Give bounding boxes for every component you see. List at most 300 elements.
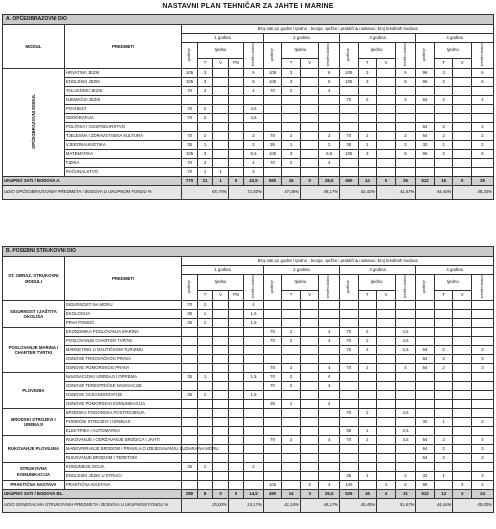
table-row xyxy=(3,346,494,355)
value-cell xyxy=(453,373,472,382)
value-cell xyxy=(377,472,396,481)
value-cell xyxy=(471,427,493,436)
value-cell xyxy=(416,319,435,328)
value-cell xyxy=(471,409,493,418)
subject-name: OSNOVE TRGOVAČKOG PRAVA xyxy=(64,355,182,364)
subject-name: RAČUNALSTVO xyxy=(64,168,182,177)
credits-header: kreditni bodovi xyxy=(395,43,416,69)
value-cell xyxy=(213,463,228,472)
value-cell: 4,5 xyxy=(395,409,416,418)
value-cell: 70 xyxy=(182,132,197,141)
value-cell xyxy=(395,418,416,427)
share-credits: 48,33% xyxy=(453,186,494,200)
value-cell: 35 xyxy=(182,310,197,319)
table-row xyxy=(3,355,494,364)
value-cell xyxy=(471,382,493,391)
value-cell xyxy=(434,310,453,319)
weekly-header: tjedno xyxy=(434,275,471,291)
value-cell xyxy=(416,373,435,382)
value-cell xyxy=(263,445,282,454)
value-cell: 70 xyxy=(263,132,282,141)
value-cell: 6 xyxy=(471,78,493,87)
value-cell xyxy=(395,382,416,391)
value-cell: 2 xyxy=(197,301,212,310)
value-cell xyxy=(471,168,493,177)
value-cell: 70 xyxy=(263,87,282,96)
subject-name: POSLOVANJE CHARTER TVRTKI xyxy=(64,337,182,346)
value-cell xyxy=(453,337,472,346)
value-cell xyxy=(471,319,493,328)
table-row xyxy=(3,382,494,391)
value-cell xyxy=(395,454,416,463)
sub-header: T xyxy=(358,291,377,301)
value-cell: 70 xyxy=(263,159,282,168)
value-cell xyxy=(213,382,228,391)
value-cell xyxy=(434,168,453,177)
value-cell: 4 xyxy=(395,364,416,373)
value-cell xyxy=(300,132,319,141)
value-cell xyxy=(197,382,212,391)
share-credits: 51,67% xyxy=(377,499,416,513)
value-cell xyxy=(213,319,228,328)
value-cell xyxy=(228,355,243,364)
value-cell xyxy=(453,391,472,400)
table-row xyxy=(3,463,494,472)
value-cell: 35 xyxy=(263,400,282,409)
value-cell: 35 xyxy=(182,373,197,382)
value-cell xyxy=(434,114,453,123)
value-cell xyxy=(358,310,377,319)
year-header: 2 godina xyxy=(263,34,339,43)
section-a-table xyxy=(2,14,494,200)
value-cell xyxy=(244,337,264,346)
year-header: 3 godina xyxy=(340,34,416,43)
value-cell: 70 xyxy=(263,382,282,391)
subject-name: ENGLESKI JEZIK xyxy=(64,78,182,87)
table-row xyxy=(3,78,494,87)
value-cell: 1 xyxy=(213,168,228,177)
value-cell xyxy=(453,328,472,337)
value-cell xyxy=(319,114,340,123)
value-cell: 105 xyxy=(340,69,359,78)
value-cell xyxy=(300,409,319,418)
value-cell xyxy=(228,409,243,418)
value-cell xyxy=(377,114,396,123)
value-cell xyxy=(416,328,435,337)
subject-name: PRAKTIČNA NASTAVA xyxy=(64,481,182,490)
value-cell xyxy=(228,463,243,472)
value-cell xyxy=(182,454,197,463)
value-cell: 2 xyxy=(244,132,264,141)
table-row xyxy=(3,436,494,445)
value-cell xyxy=(395,373,416,382)
value-cell: 70 xyxy=(340,328,359,337)
value-cell: 2 xyxy=(358,436,377,445)
year-header: 2 godina xyxy=(263,266,339,275)
value-cell: 1 xyxy=(358,427,377,436)
value-cell xyxy=(244,96,264,105)
sub-header: V xyxy=(377,59,396,69)
total-value: 25 xyxy=(395,177,416,186)
module-label: BRODSKI STROJEVI I UREĐAJI xyxy=(3,409,65,436)
value-cell xyxy=(358,463,377,472)
value-cell xyxy=(228,114,243,123)
value-cell xyxy=(213,355,228,364)
value-cell xyxy=(453,114,472,123)
value-cell xyxy=(244,355,264,364)
subject-name: KOMUNIKOLOGIJA xyxy=(64,463,182,472)
value-cell xyxy=(377,427,396,436)
value-cell xyxy=(340,87,359,96)
value-cell: 64 xyxy=(416,132,435,141)
table-row xyxy=(3,445,494,454)
value-cell xyxy=(282,355,301,364)
value-cell xyxy=(434,463,453,472)
sub-header: V xyxy=(300,291,319,301)
value-cell xyxy=(453,105,472,114)
value-cell: 2 xyxy=(244,463,264,472)
value-cell xyxy=(471,310,493,319)
value-cell: 35 xyxy=(263,141,282,150)
value-cell: 3 xyxy=(197,69,212,78)
total-value: 8 xyxy=(197,490,212,499)
value-cell xyxy=(453,436,472,445)
value-cell: 4 xyxy=(471,481,493,490)
value-cell xyxy=(282,391,301,400)
value-cell: 2 xyxy=(358,346,377,355)
module-label: STRUKOVNA KOMUNIKACIJA xyxy=(3,463,65,481)
value-cell: 3 xyxy=(434,78,453,87)
share-credits: 40,00% xyxy=(453,499,494,513)
value-cell xyxy=(377,391,396,400)
value-cell xyxy=(358,373,377,382)
sub-header: T xyxy=(197,291,212,301)
table-row xyxy=(3,391,494,400)
value-cell xyxy=(182,96,197,105)
value-cell xyxy=(300,96,319,105)
subject-name: OSNOVE POMORSKOG PRAVA xyxy=(64,364,182,373)
value-cell: 70 xyxy=(263,364,282,373)
value-cell: 35 xyxy=(182,141,197,150)
value-cell xyxy=(300,337,319,346)
value-cell xyxy=(377,159,396,168)
value-cell: 3 xyxy=(471,364,493,373)
table-row xyxy=(3,150,494,159)
value-cell xyxy=(434,373,453,382)
value-cell xyxy=(377,78,396,87)
value-cell: 1 xyxy=(197,319,212,328)
year-header: 4 godina xyxy=(416,34,494,43)
total-value: 14 xyxy=(282,490,301,499)
subject-name: OSNOVE OCEANOGRAFIJE xyxy=(64,391,182,400)
value-cell: 1 xyxy=(197,141,212,150)
table-row xyxy=(3,328,494,337)
value-cell: 1,5 xyxy=(244,310,264,319)
annual-hours-header: godišnje xyxy=(416,275,435,301)
value-cell xyxy=(416,310,435,319)
value-cell xyxy=(416,87,435,96)
value-cell xyxy=(416,463,435,472)
column-header-predmeti: PREDMETI xyxy=(64,257,182,301)
value-cell xyxy=(300,373,319,382)
value-cell xyxy=(282,463,301,472)
value-cell xyxy=(263,123,282,132)
value-cell xyxy=(244,409,264,418)
value-cell: 2 xyxy=(358,96,377,105)
value-cell xyxy=(182,472,197,481)
value-cell: 1 xyxy=(282,141,301,150)
value-cell: 3 xyxy=(471,445,493,454)
value-cell xyxy=(395,391,416,400)
value-cell xyxy=(453,310,472,319)
section-b-table xyxy=(2,246,494,513)
value-cell: 2 xyxy=(282,364,301,373)
value-cell: 2 xyxy=(471,418,493,427)
value-cell xyxy=(263,168,282,177)
value-cell: 1 xyxy=(358,472,377,481)
credits-header: kreditni bodovi xyxy=(319,275,340,301)
value-cell: 4 xyxy=(471,96,493,105)
value-cell: 2 xyxy=(282,373,301,382)
value-cell xyxy=(182,364,197,373)
table-row xyxy=(3,454,494,463)
value-cell: 6 xyxy=(244,69,264,78)
value-cell xyxy=(358,123,377,132)
value-cell xyxy=(263,418,282,427)
value-cell: 2 xyxy=(319,132,340,141)
value-cell xyxy=(319,168,340,177)
table-row xyxy=(3,114,494,123)
sub-header: T xyxy=(282,291,301,301)
value-cell xyxy=(213,310,228,319)
value-cell: 64 xyxy=(416,346,435,355)
value-cell xyxy=(395,159,416,168)
value-cell: 2 xyxy=(282,436,301,445)
value-cell xyxy=(377,382,396,391)
value-cell xyxy=(340,168,359,177)
value-cell: 64 xyxy=(416,355,435,364)
value-cell xyxy=(377,87,396,96)
value-cell xyxy=(358,355,377,364)
value-cell: 4 xyxy=(319,337,340,346)
value-cell xyxy=(300,445,319,454)
value-cell xyxy=(377,328,396,337)
total-value: 14 xyxy=(358,177,377,186)
value-cell xyxy=(197,346,212,355)
value-cell: 3 xyxy=(453,481,472,490)
value-cell xyxy=(300,427,319,436)
table-row xyxy=(3,337,494,346)
value-cell xyxy=(453,319,472,328)
weekly-header: tjedno xyxy=(358,275,395,291)
value-cell xyxy=(377,454,396,463)
value-cell: 2 xyxy=(434,132,453,141)
value-cell: 105 xyxy=(182,78,197,87)
subject-name: POMOĆNI STROJEVI I UREĐAJI xyxy=(64,418,182,427)
value-cell xyxy=(213,364,228,373)
value-cell xyxy=(453,427,472,436)
value-cell xyxy=(377,445,396,454)
column-header-modul: MODUL xyxy=(3,25,65,69)
value-cell: 1 xyxy=(197,310,212,319)
value-cell xyxy=(244,328,264,337)
value-cell: 2 xyxy=(282,328,301,337)
value-cell xyxy=(416,391,435,400)
value-cell xyxy=(197,472,212,481)
sub-header: V xyxy=(213,291,228,301)
subject-name: MATEMATIKA xyxy=(64,150,182,159)
table-row xyxy=(3,310,494,319)
value-cell xyxy=(263,409,282,418)
value-cell: 35 xyxy=(340,141,359,150)
value-cell xyxy=(263,346,282,355)
value-cell xyxy=(300,418,319,427)
total-label: UKUPNO SATI / BODOVA A. xyxy=(3,177,182,186)
value-cell xyxy=(197,123,212,132)
weekly-header: tjedno xyxy=(358,43,395,59)
module-label: SIGURNOST I ZAŠTITA OKOLIŠA xyxy=(3,301,65,328)
sub-header: V xyxy=(213,59,228,69)
value-cell xyxy=(377,319,396,328)
value-cell xyxy=(182,409,197,418)
value-cell xyxy=(228,418,243,427)
value-cell: 96 xyxy=(416,78,435,87)
table-row xyxy=(3,301,494,310)
value-cell xyxy=(434,391,453,400)
value-cell: 3 xyxy=(300,481,319,490)
value-cell: 6 xyxy=(395,69,416,78)
subject-name: FIZIKA xyxy=(64,159,182,168)
value-cell xyxy=(300,114,319,123)
sub-header: T xyxy=(434,291,453,301)
share-hours: 25,00% xyxy=(182,499,228,513)
total-value: 4 xyxy=(377,490,396,499)
value-cell xyxy=(213,301,228,310)
total-value: 29 xyxy=(471,177,493,186)
value-cell: 105 xyxy=(263,69,282,78)
value-cell xyxy=(282,472,301,481)
value-cell: 1 xyxy=(197,391,212,400)
share-hours: 47,06% xyxy=(263,186,300,200)
value-cell: 4,5 xyxy=(395,436,416,445)
value-cell xyxy=(395,123,416,132)
value-cell xyxy=(319,418,340,427)
value-cell xyxy=(213,69,228,78)
value-cell xyxy=(453,159,472,168)
value-cell xyxy=(213,436,228,445)
value-cell xyxy=(395,310,416,319)
value-cell xyxy=(300,454,319,463)
value-cell xyxy=(213,150,228,159)
value-cell xyxy=(213,472,228,481)
value-cell xyxy=(358,319,377,328)
sub-header: V xyxy=(377,291,396,301)
value-cell xyxy=(434,400,453,409)
value-cell xyxy=(358,481,377,490)
value-cell xyxy=(282,427,301,436)
value-cell xyxy=(182,427,197,436)
value-cell: 64 xyxy=(416,364,435,373)
total-label: UKUPNO SATI / BODOVA B1. xyxy=(3,490,182,499)
total-value: 14,5 xyxy=(244,490,264,499)
value-cell xyxy=(244,472,264,481)
subject-name: EKONOMIKA POSLOVANJA MARINA xyxy=(64,328,182,337)
value-cell xyxy=(471,400,493,409)
value-cell xyxy=(340,391,359,400)
value-cell xyxy=(300,87,319,96)
table-row xyxy=(3,418,494,427)
total-value: 16 xyxy=(434,177,453,186)
value-cell xyxy=(453,141,472,150)
value-cell xyxy=(319,454,340,463)
value-cell xyxy=(319,391,340,400)
value-cell xyxy=(197,364,212,373)
value-cell xyxy=(228,445,243,454)
value-cell xyxy=(453,463,472,472)
value-cell xyxy=(358,382,377,391)
total-value: 512 xyxy=(416,490,435,499)
value-cell: 96 xyxy=(416,481,435,490)
value-cell: 35 xyxy=(340,472,359,481)
value-cell xyxy=(244,382,264,391)
value-cell xyxy=(471,328,493,337)
value-cell xyxy=(377,168,396,177)
value-cell xyxy=(319,346,340,355)
value-cell xyxy=(395,445,416,454)
value-cell xyxy=(197,337,212,346)
value-cell xyxy=(213,427,228,436)
value-cell xyxy=(282,409,301,418)
value-cell xyxy=(228,69,243,78)
share-hours: 42,42% xyxy=(340,186,377,200)
value-cell xyxy=(453,168,472,177)
value-cell: 70 xyxy=(182,105,197,114)
total-value: 525 xyxy=(340,490,359,499)
value-cell: 5 xyxy=(395,150,416,159)
share-credits: 72,50% xyxy=(228,186,263,200)
value-cell: 3 xyxy=(471,355,493,364)
value-cell xyxy=(300,150,319,159)
value-cell xyxy=(300,78,319,87)
annual-hours-header: godišnje xyxy=(263,43,282,69)
value-cell xyxy=(434,328,453,337)
value-cell xyxy=(434,427,453,436)
value-cell xyxy=(300,463,319,472)
value-cell xyxy=(228,481,243,490)
value-cell xyxy=(228,141,243,150)
value-cell xyxy=(471,301,493,310)
value-cell: 5,5 xyxy=(244,150,264,159)
value-cell xyxy=(263,463,282,472)
value-cell xyxy=(228,123,243,132)
share-hours: 44,44% xyxy=(416,186,453,200)
value-cell xyxy=(228,382,243,391)
value-cell xyxy=(263,301,282,310)
value-cell xyxy=(434,481,453,490)
value-cell: 105 xyxy=(263,150,282,159)
value-cell xyxy=(340,114,359,123)
total-value: 16 xyxy=(358,490,377,499)
value-cell: 70 xyxy=(182,87,197,96)
weekly-header: tjedno xyxy=(434,43,471,59)
sub-header: T xyxy=(197,59,212,69)
value-cell xyxy=(263,454,282,463)
value-cell: 6 xyxy=(319,69,340,78)
total-value: 1 xyxy=(213,177,228,186)
value-cell xyxy=(453,346,472,355)
value-cell: 70 xyxy=(340,346,359,355)
value-cell xyxy=(282,123,301,132)
